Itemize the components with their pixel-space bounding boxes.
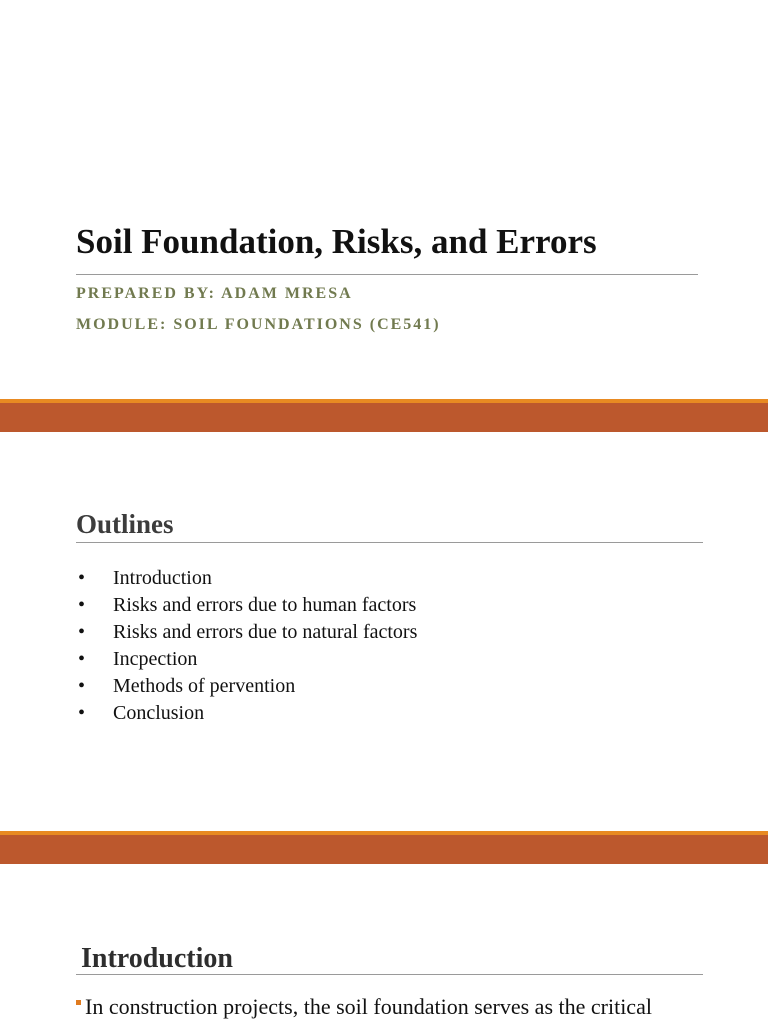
title-underline [76, 274, 698, 275]
list-item [76, 700, 417, 727]
introduction-text: In construction projects, the soil foundation serves as the critical [85, 994, 652, 1019]
list-item [76, 646, 417, 673]
outline-list [76, 565, 417, 727]
slide-divider [0, 399, 768, 432]
introduction-underline [76, 974, 703, 975]
introduction-slide [0, 864, 768, 1024]
list-item [76, 565, 417, 592]
list-item [76, 619, 417, 646]
slide-divider [0, 831, 768, 864]
bullet-icon: • [78, 648, 86, 670]
bullet-icon: • [78, 675, 86, 697]
outlines-underline [76, 542, 703, 543]
bullet-icon: • [78, 594, 86, 616]
list-item-label: Risks and errors due to natural factors [113, 621, 418, 643]
outlines-slide [0, 432, 768, 831]
introduction-paragraph [76, 994, 696, 1020]
list-item [76, 673, 417, 700]
outlines-heading: Outlines [76, 509, 174, 539]
bullet-icon: • [78, 702, 86, 724]
list-item-label: Risks and errors due to human factors [113, 594, 417, 616]
list-item-label: Introduction [113, 567, 212, 589]
list-item [76, 592, 417, 619]
bullet-icon: • [78, 567, 86, 589]
list-item-label: Conclusion [113, 702, 205, 724]
prepared-by-text: PREPARED BY: ADAM MRESA [76, 285, 353, 302]
square-bullet-icon [76, 1000, 81, 1005]
introduction-heading: Introduction [81, 943, 233, 974]
list-item-label: Methods of pervention [113, 675, 296, 697]
slide-title: Soil Foundation, Risks, and Errors [76, 222, 597, 261]
list-item-label: Incpection [113, 648, 198, 670]
module-text: MODULE: SOIL FOUNDATIONS (CE541) [76, 316, 441, 333]
bullet-icon: • [78, 621, 86, 643]
title-slide [0, 0, 768, 399]
